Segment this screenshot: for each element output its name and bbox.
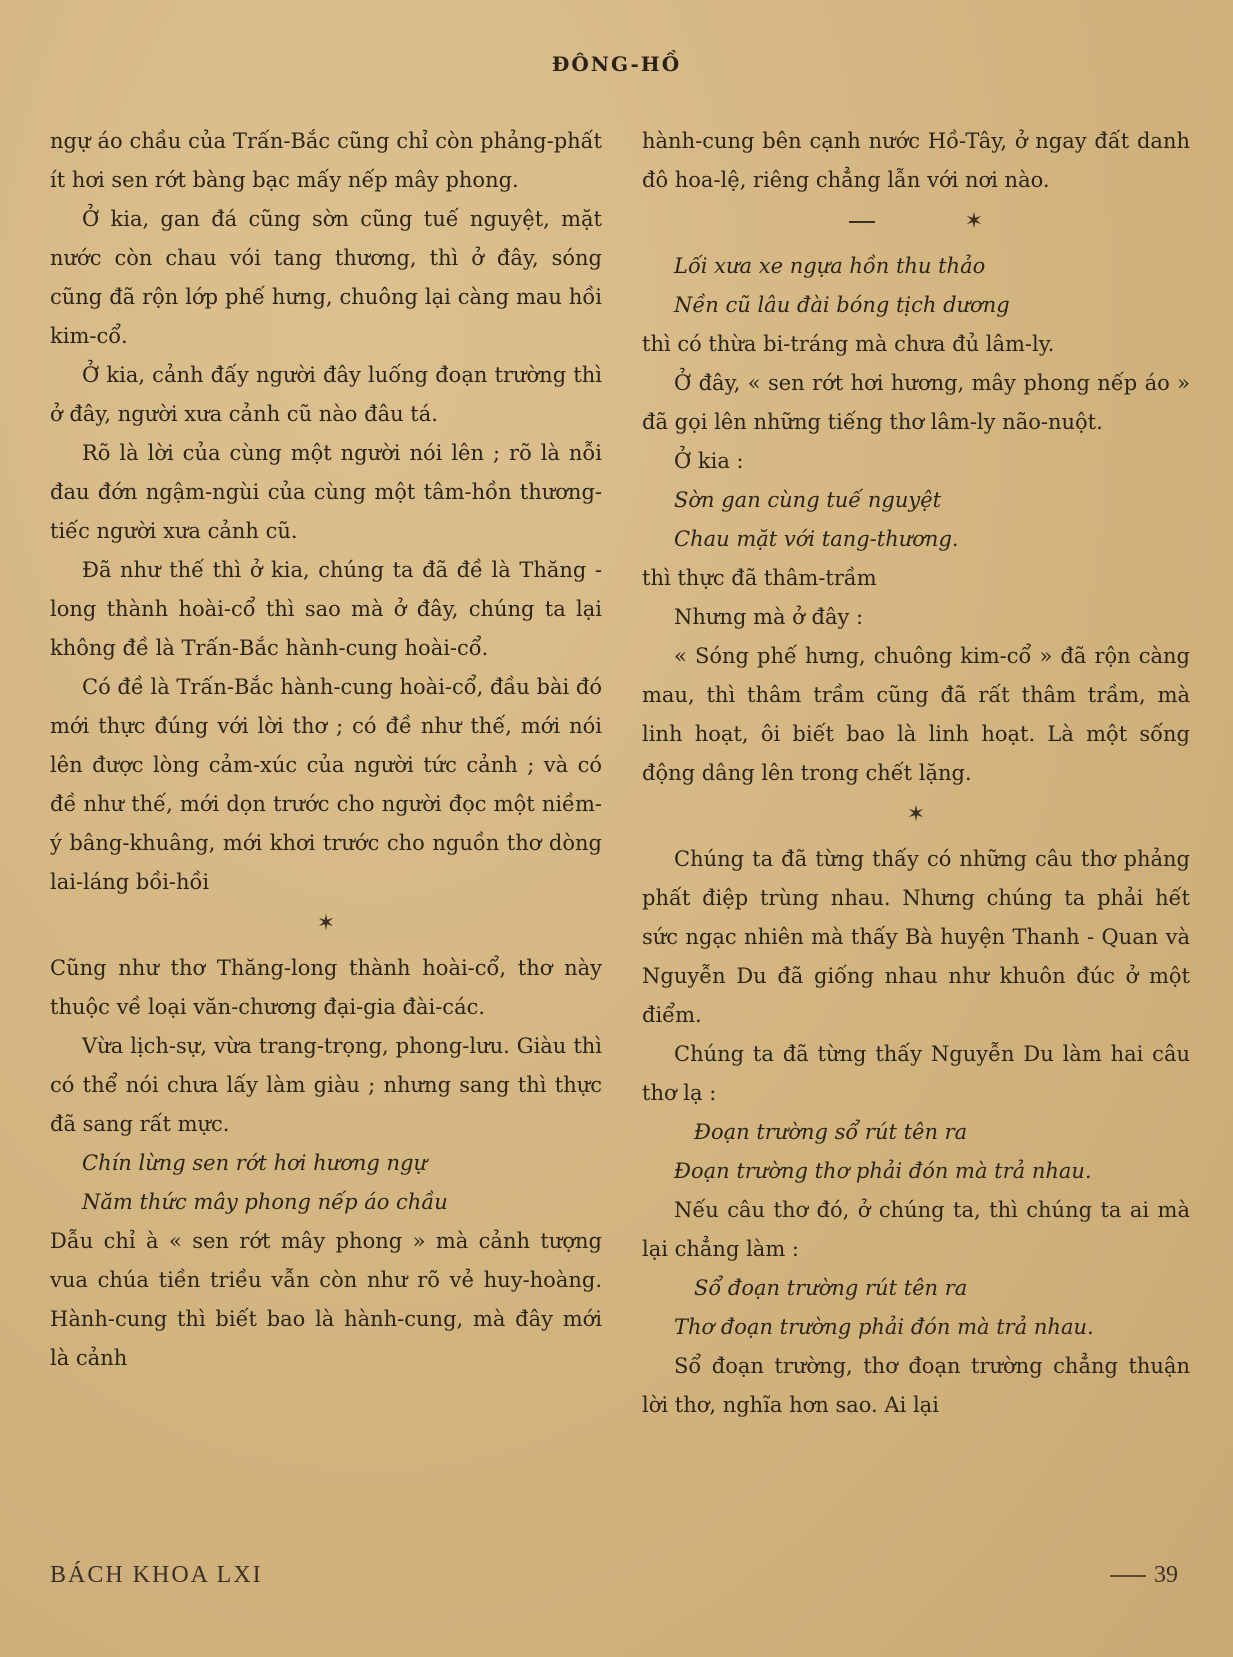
section-star-icon: ✶	[964, 209, 984, 234]
verse-line: Đoạn trường sổ rút tên ra	[694, 1120, 968, 1144]
verse-line: Chín lừng sen rớt hơi hương ngự	[82, 1151, 427, 1175]
page-dash	[1110, 1575, 1146, 1577]
paragraph: Rõ là lời của cùng một người nói lên ; rõ là nỗi đau đớn ngậm-ngùi của cùng một tâm-hồn thương-tiếc người xưa cảnh cũ.	[50, 441, 602, 543]
paragraph: thì có thừa bi-tráng mà chưa đủ lâm-ly.	[642, 332, 1055, 356]
verse-line: Chau mặt với tang-thương.	[674, 527, 959, 551]
paragraph: Ở kia, gan đá cũng sờn cũng tuế nguyệt, mặt nước còn chau vói tang thương, thì ở đây, sóng cũng đã rộn lớp phế hưng, chuông lại càng mau hồi kim-cổ.	[50, 207, 602, 348]
paragraph: Có đề là Trấn-Bắc hành-cung hoài-cổ, đầu bài đó mới thực đúng với lời thơ ; có đề như thế, mới nói lên được lòng cảm-xúc của người tức cảnh ; và có đề như thế, mới dọn trước cho người đọc một niềm-ý bâng-khuâng, mới khơi trước cho nguồn thơ dòng lai-láng bồi-hồi	[50, 675, 602, 894]
verse-line: Đoạn trường thơ phải đón mà trả nhau.	[674, 1159, 1092, 1183]
paragraph: Ở đây, « sen rớt hơi hương, mây phong nếp áo » đã gọi lên những tiếng thơ lâm-ly não-nuột.	[642, 371, 1190, 434]
paragraph: thì thực đã thâm-trầm	[642, 566, 877, 590]
page-number-footer	[1110, 1562, 1178, 1589]
verse-line: Lối xưa xe ngựa hồn thu thảo	[674, 254, 986, 278]
section-star-icon: ✶	[906, 802, 926, 827]
paragraph: Đã như thế thì ở kia, chúng ta đã đề là Thăng - long thành hoài-cổ thì sao mà ở đây, chúng ta lại không đề là Trấn-Bắc hành-cung hoài-cổ.	[50, 558, 602, 660]
page-number: 39	[1154, 1562, 1178, 1588]
paragraph: Sổ đoạn trường, thơ đoạn trường chẳng thuận lời thơ, nghĩa hơn sao. Ai lại	[642, 1354, 1190, 1417]
right-column	[642, 122, 1190, 1425]
verse-line: Thơ đoạn trường phải đón mà trả nhau.	[674, 1315, 1094, 1339]
paragraph: hành-cung bên cạnh nước Hồ-Tây, ở ngay đất danh đô hoa-lệ, riêng chẳng lẫn với nơi nào.	[642, 129, 1190, 192]
verse-line: Năm thức mây phong nếp áo chầu	[82, 1190, 448, 1214]
paragraph: Cũng như thơ Thăng-long thành hoài-cổ, thơ này thuộc về loại văn-chương đại-gia đài-các.	[50, 956, 602, 1019]
paragraph: Chúng ta đã từng thấy có những câu thơ phảng phất điệp trùng nhau. Nhưng chúng ta phải hết sức ngạc nhiên mà thấy Bà huyện Thanh - Quan và Nguyễn Du đã giống nhau như khuôn đúc ở một điểm.	[642, 847, 1190, 1027]
divider-dash	[849, 221, 875, 223]
paragraph: Nhưng mà ở đây :	[674, 605, 864, 629]
paragraph: Dẫu chỉ à « sen rớt mây phong » mà cảnh tượng vua chúa tiền triều vẫn còn như rõ vẻ huy-hoàng. Hành-cung thì biết bao là hành-cung, mà đây mới là cảnh	[50, 1229, 602, 1370]
paragraph: Chúng ta đã từng thấy Nguyễn Du làm hai câu thơ lạ :	[642, 1042, 1190, 1105]
paragraph: Ở kia :	[674, 449, 744, 473]
verse-line: Sờn gan cùng tuế nguyệt	[674, 488, 942, 512]
verse-line: Nền cũ lâu đài bóng tịch dương	[674, 293, 1010, 317]
paragraph: Ở kia, cảnh đấy người đây luống đoạn trường thì ở đây, người xưa cảnh cũ nào đâu tá.	[50, 363, 602, 426]
section-divider	[642, 202, 1190, 241]
verse-line: Sổ đoạn trường rút tên ra	[694, 1276, 968, 1300]
running-header: ĐÔNG-HỒ	[551, 52, 682, 76]
paragraph: ngự áo chầu của Trấn-Bắc cũng chỉ còn phảng-phất ít hơi sen rớt bàng bạc mấy nếp mây phong.	[50, 129, 602, 192]
magazine-footer: BÁCH KHOA LXI	[50, 1562, 263, 1588]
section-star-icon: ✶	[316, 911, 336, 936]
paragraph: Nếu câu thơ đó, ở chúng ta, thì chúng ta ai mà lại chẳng làm :	[642, 1198, 1190, 1261]
paragraph: Vừa lịch-sự, vừa trang-trọng, phong-lưu. Giàu thì có thể nói chưa lấy làm giàu ; nhưng sang thì thực đã sang rất mực.	[50, 1034, 602, 1136]
paragraph: « Sóng phế hưng, chuông kim-cổ » đã rộn càng mau, thì thâm trầm cũng đã rất thâm trầm, mà linh hoạt, ôi biết bao là linh hoạt. Là một sống động dâng lên trong chết lặng.	[642, 644, 1190, 785]
left-column	[50, 122, 602, 1378]
